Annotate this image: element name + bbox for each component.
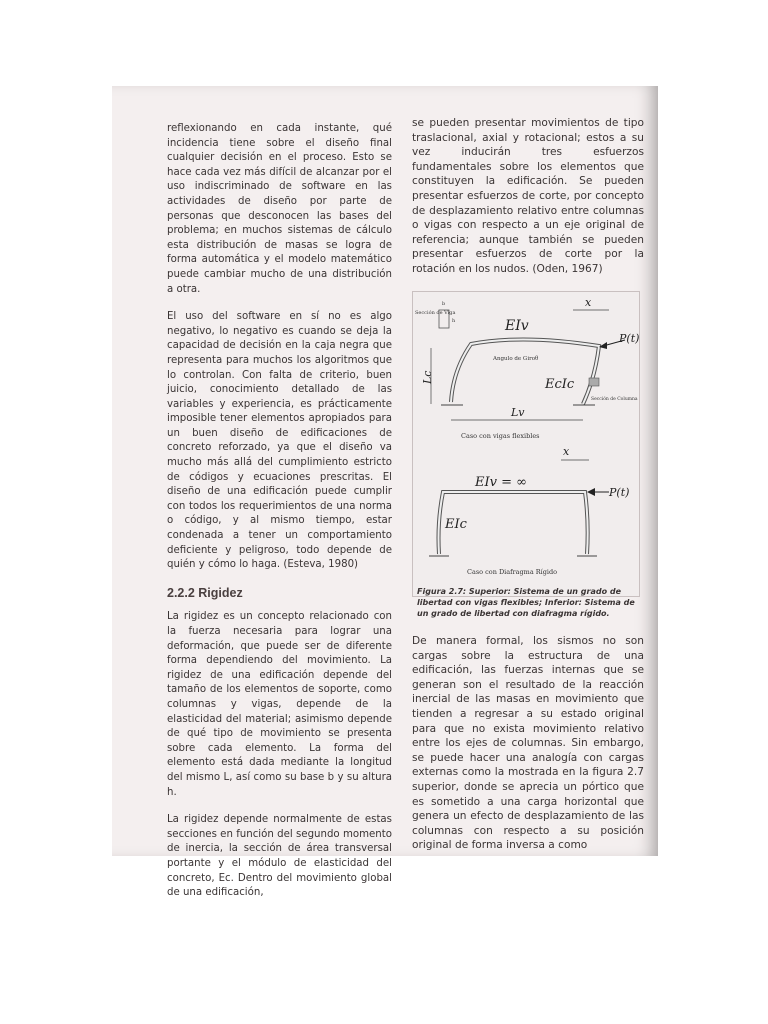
bottom-caption: Caso con Diafragma Rígido bbox=[467, 568, 558, 576]
column-section-label: Sección de Columna bbox=[591, 397, 638, 402]
x-label-bottom: x bbox=[563, 445, 570, 458]
beam-section-label: Sección de Viga bbox=[415, 310, 456, 316]
right-column bbox=[412, 116, 644, 277]
left-column bbox=[167, 122, 392, 914]
x-label: x bbox=[585, 296, 592, 309]
EIc-label: EIc bbox=[445, 517, 467, 532]
deformed-frame bbox=[451, 339, 599, 404]
EcIc-label: EcIc bbox=[545, 377, 575, 392]
section-heading: 2.2.2 Rigidez bbox=[167, 585, 243, 600]
book-page bbox=[112, 86, 658, 899]
paragraph: se pueden presentar movimientos de tipo traslacional, axial y rotacional; estos a su vez inducirán tres esfuerzos fundamentales sobre los elementos que constituyen la edificación. Se pueden presentar esfuerzos de corte, por concepto de desplazamiento relativo entre columnas o vigas con respecto a un eje original de referencia; aunque también se pueden presentar esfuerzos de corte por la rotación en los nudos. (Oden, 1967) bbox=[412, 117, 644, 275]
top-caption: Caso con vigas flexibles bbox=[461, 432, 540, 440]
load-arrowhead-bottom bbox=[587, 488, 595, 496]
paragraph: El uso del software en sí no es algo negativo, lo negativo es cuando se deja la capacidad de decisión en la caja negra que representa para muchos los algoritmos que lo controlan. Con falta de criterio, buen juicio, conocimiento detallado de las variables y experiencia, es prácticamente imposible tener elementos apropiados para un buen diseño de edificaciones de concreto reforzado, ya que el diseño va mucho más allá del cumplimiento estricto de códigos y ecuaciones prescritas. El diseño de una edificación puede cumplir con todos los requerimientos de una norma o código, y al mismo tiempo, estar condenada a tener un comportamiento deficiente y peligroso, todo depende de quién y cómo lo haga. (Esteva, 1980) bbox=[167, 311, 392, 571]
right-column-lower bbox=[412, 634, 644, 853]
load-label: P(t) bbox=[619, 332, 640, 345]
figure-caption: Figura 2.7: Superior: Sistema de un grado de libertad con vigas flexibles; Inferior: Sistema de un grado de libertad con diafragma rígido. bbox=[417, 587, 635, 618]
EIv-label: EIv bbox=[505, 318, 529, 334]
b-label: b bbox=[442, 301, 446, 307]
paragraph: reflexionando en cada instante, qué incidencia tiene sobre el diseño final cualquier decisión en el proceso. Esto se hace cada vez más difícil de alcanzar por el uso indiscriminado de software en las actividades de diseño por parte de personas que desconocen las bases del problema; en muchos sistemas de cálculo esta distribución de masas se logra de forma automática y el modelo matemático puede cambiar mucho de una distribución a otra. bbox=[167, 123, 392, 295]
deformed-frame-inner bbox=[451, 339, 599, 404]
rotation-label: Angulo de Giroθ bbox=[493, 356, 539, 362]
paragraph: De manera formal, los sismos no son cargas sobre la estructura de una edificación, las fuerzas internas que se generan son el resultado de la reacción inercial de las masas en movimiento que tienden a regresar a su estado original para que no exista movimiento relativo entre los ejes de columnas. Sin embargo, se puede hacer una analogía con cargas externas como la mostrada en la figura 2.7 superior, donde se aprecia un pórtico que es sometido a una carga horizontal que genera un efecto de desplazamiento de las columnas con respecto a su posición original de forma inversa a como bbox=[412, 635, 644, 852]
load-label-bottom: P(t) bbox=[609, 486, 630, 499]
column-section-shape bbox=[589, 378, 599, 386]
frame-diagram bbox=[413, 292, 639, 596]
EIv-inf-label: EIv = ∞ bbox=[475, 475, 527, 490]
figure-2-7 bbox=[412, 291, 640, 597]
Lc-label: Lc bbox=[421, 370, 434, 384]
Lv-label: Lv bbox=[511, 406, 525, 419]
paragraph: La rigidez es un concepto relacionado con la fuerza necesaria para lograr una deformación, que puede ser de diferente forma dependiendo del movimiento. La rigidez de una edificación depende del tamaño de los elementos de soporte, como columnas y vigas, depende de la elasticidad del material; asimismo depende de qué tipo de movimiento se presenta sobre cada elemento. La forma del elemento está dada mediante la longitud del mismo L, así como su base b y su altura h. bbox=[167, 611, 392, 798]
paragraph: La rigidez depende normalmente de estas secciones en función del segundo momento de inercia, la sección de área transversal portante y el módulo de elasticidad del concreto, Ec. Dentro del movimiento global de una edificación, bbox=[167, 814, 392, 899]
h-label: h bbox=[452, 318, 456, 324]
